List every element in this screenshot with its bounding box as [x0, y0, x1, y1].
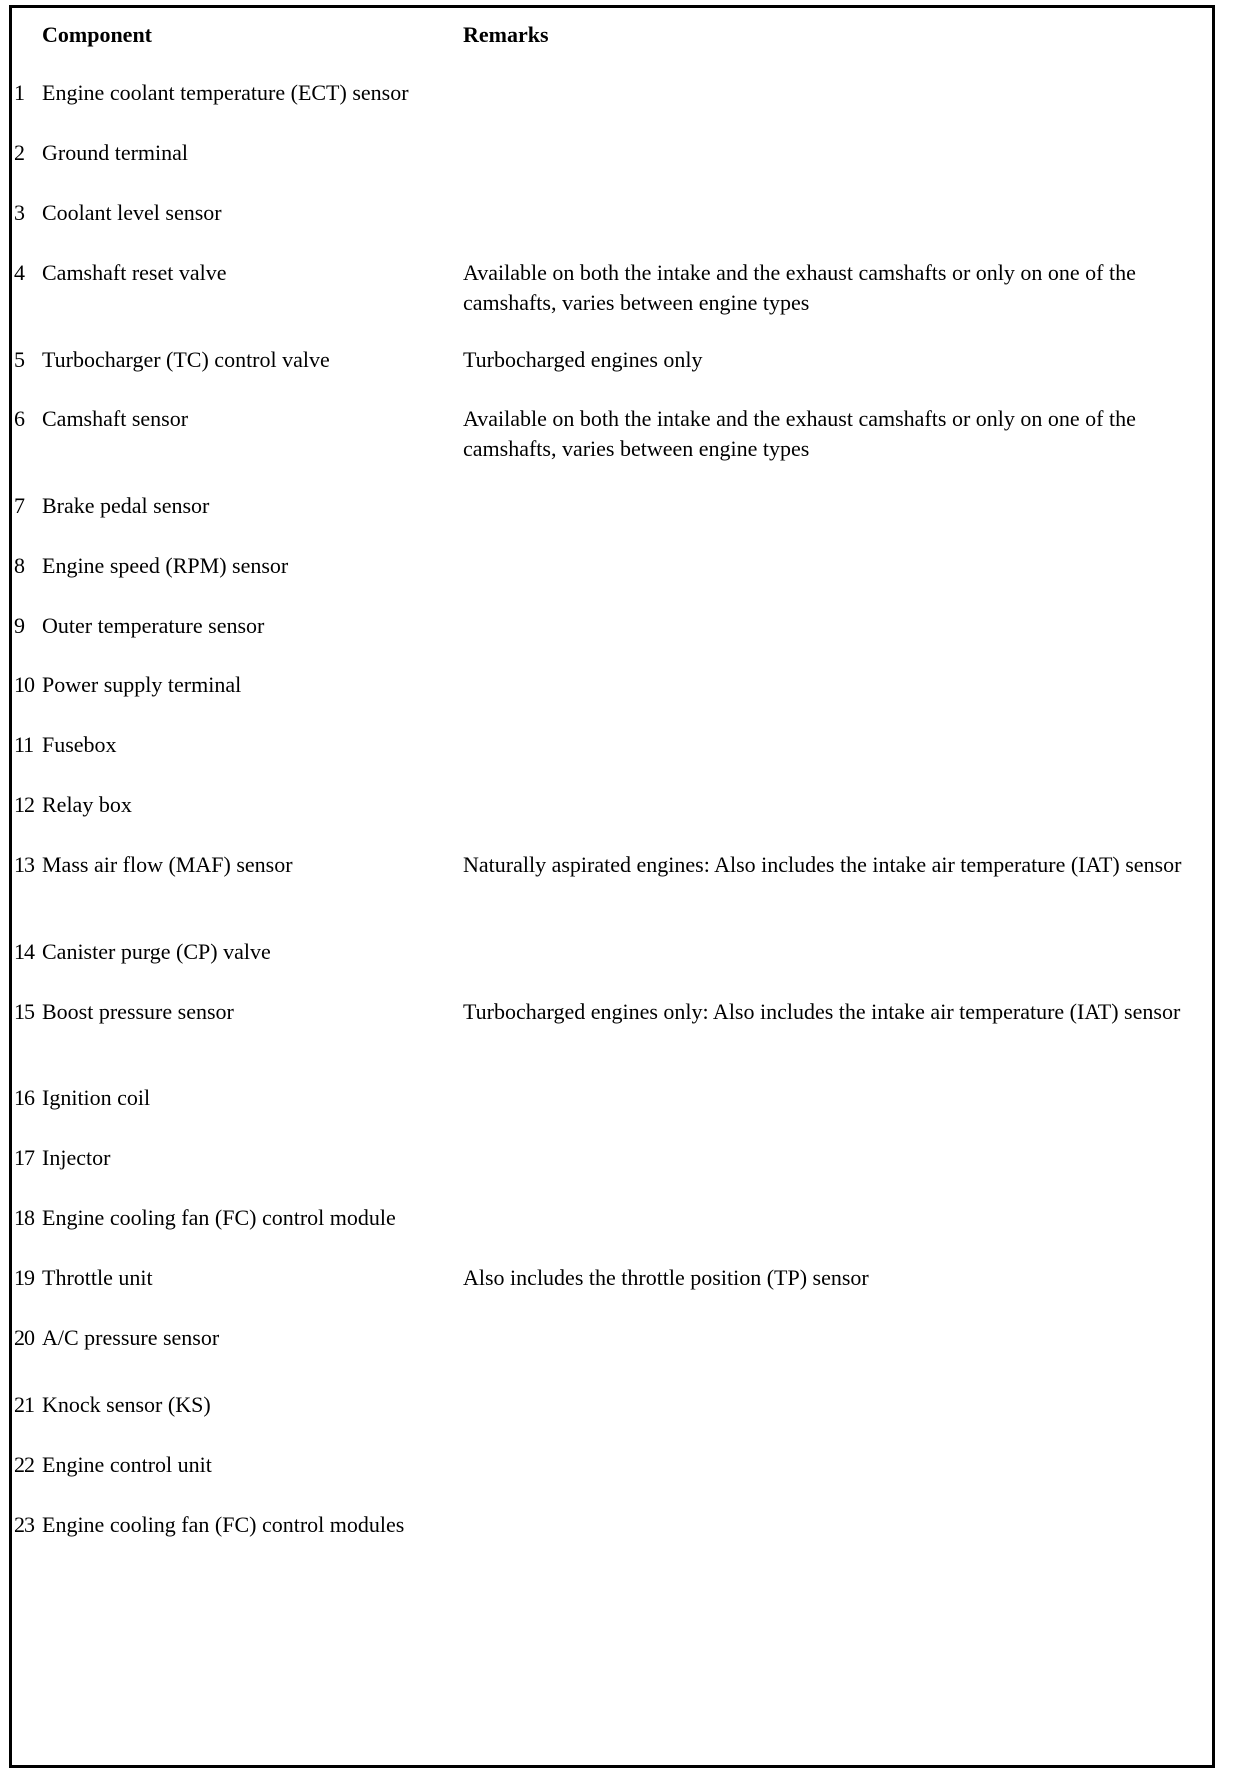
row-number: 7 [14, 493, 24, 518]
row-remarks: Naturally aspirated engines: Also includes the intake air temperature (IAT) sensor [463, 852, 1182, 877]
row-number: 10 [14, 672, 34, 697]
row-component: Coolant level sensor [42, 200, 222, 225]
row-component: Throttle unit [42, 1265, 153, 1290]
row-component: Engine coolant temperature (ECT) sensor [42, 80, 409, 105]
header-component: Component [42, 22, 153, 47]
row-number: 21 [14, 1392, 34, 1417]
row-component: Engine cooling fan (FC) control module [42, 1205, 396, 1230]
row-number: 15 [14, 999, 34, 1024]
row-component: Boost pressure sensor [42, 999, 234, 1024]
row-number: 18 [14, 1205, 34, 1230]
row-component: Brake pedal sensor [42, 493, 210, 518]
row-component: Outer temperature sensor [42, 613, 265, 638]
row-number: 2 [14, 140, 24, 165]
row-component: Knock sensor (KS) [42, 1392, 211, 1417]
row-component: Turbocharger (TC) control valve [42, 347, 330, 372]
row-component: A/C pressure sensor [42, 1325, 220, 1350]
row-number: 22 [14, 1452, 34, 1477]
component-table [9, 5, 1215, 1768]
row-number: 17 [14, 1145, 34, 1170]
row-number: 12 [14, 792, 34, 817]
row-component: Camshaft reset valve [42, 260, 227, 285]
row-number: 4 [14, 260, 24, 285]
row-number: 23 [14, 1512, 34, 1537]
row-component: Mass air flow (MAF) sensor [42, 852, 293, 877]
row-component: Ignition coil [42, 1085, 151, 1110]
row-remarks: Available on both the intake and the exhaust camshafts or only on one of the camshafts, varies between engine types [463, 260, 1136, 315]
row-component: Ground terminal [42, 140, 189, 165]
row-remarks: Turbocharged engines only [463, 347, 703, 372]
row-number: 14 [14, 939, 34, 964]
row-component: Engine speed (RPM) sensor [42, 553, 289, 578]
row-number: 9 [14, 613, 24, 638]
row-remarks: Also includes the throttle position (TP) sensor [463, 1265, 869, 1290]
row-number: 20 [14, 1325, 34, 1350]
row-number: 13 [14, 852, 34, 877]
row-component: Fusebox [42, 732, 117, 757]
row-number: 8 [14, 553, 24, 578]
row-component: Relay box [42, 792, 132, 817]
row-component: Canister purge (CP) valve [42, 939, 271, 964]
row-component: Engine control unit [42, 1452, 212, 1477]
row-number: 19 [14, 1265, 34, 1290]
row-component: Injector [42, 1145, 111, 1170]
row-number: 16 [14, 1085, 34, 1110]
row-number: 11 [14, 732, 34, 757]
table-header [12, 22, 1212, 52]
row-number: 5 [14, 347, 24, 372]
row-component: Camshaft sensor [42, 406, 189, 431]
header-remarks: Remarks [463, 22, 549, 47]
row-number: 3 [14, 200, 24, 225]
row-component: Engine cooling fan (FC) control modules [42, 1512, 405, 1537]
row-component: Power supply terminal [42, 672, 242, 697]
row-number: 6 [14, 406, 24, 431]
row-remarks: Turbocharged engines only: Also includes the intake air temperature (IAT) sensor [463, 999, 1181, 1024]
row-remarks: Available on both the intake and the exhaust camshafts or only on one of the camshafts, varies between engine types [463, 406, 1136, 461]
row-number: 1 [14, 80, 24, 105]
